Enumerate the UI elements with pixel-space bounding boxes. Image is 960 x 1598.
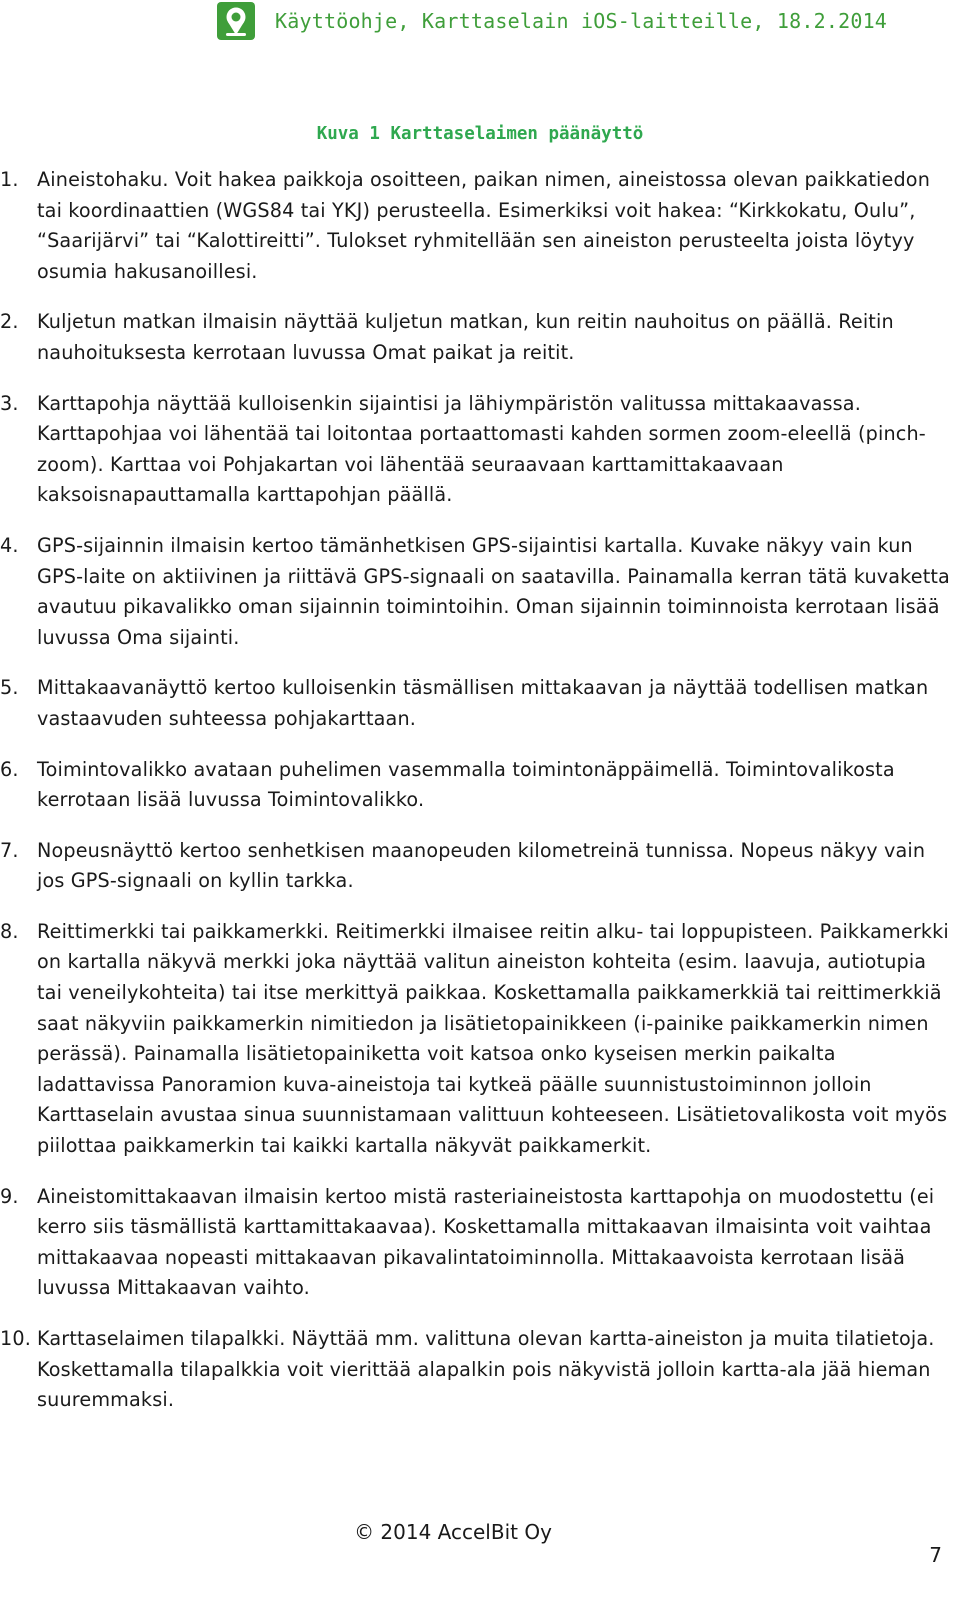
list-item-text: Reittimerkki tai paikkamerkki. Reitimerkki ilmaisee reitin alku- tai loppupisteen. Paikkamerkki on kartalla näkyvä merkki joka näyttää valitun aineiston kohteita (esim. laavuja, autiotupia tai veneilykohteita) tai itse merkittyä paikkaa. Koskettamalla paikkamerkkiä tai reittimerkkiä saat näkyviin paikkamerkin nimitiedon ja lisätietopainikkeen (i-painike paikkamerkin nimen perässä). Painamalla lisätietopainiketta voit katsoa onko kyseisen merkin paikalta ladattavissa Panoramion kuva-aineistoja tai kytkeä päälle suunnistustoiminnon jolloin Karttaselain avustaa sinua suunnistamaan valittuun kohteeseen. Lisätietovalikosta voit myös piilottaa paikkamerkin tai kaikki kartalla näkyvät paikkamerkit. [37, 919, 949, 1158]
list-item-text: GPS-sijainnin ilmaisin kertoo tämänhetkisen GPS-sijaintisi kartalla. Kuvake näkyy vain kun GPS-laite on aktiivinen ja riittävä GPS-signaali on saatavilla. Painamalla kerran tätä kuvaketta avautuu pikavalikko oman sijainnin toimintoihin. Oman sijainnin toiminnoista kerrotaan lisää luvussa Oma sijainti. [37, 533, 950, 649]
list-item [0, 165, 950, 287]
list-item-number: 9. [0, 1184, 19, 1208]
list-item-number: 2. [0, 310, 19, 334]
list-item [0, 307, 950, 368]
document-title: Käyttöohje, Karttaselain iOS-laitteille, 18.2.2014 [275, 9, 888, 33]
list-item-number: 8. [0, 919, 19, 943]
page-header [217, 2, 887, 40]
list-item-text: Toimintovalikko avataan puhelimen vasemmalla toimintonäppäimellä. Toimintovalikosta kerrotaan lisää luvussa Toimintovalikko. [37, 757, 895, 812]
page-number: 7 [929, 1543, 942, 1567]
copyright-footer: © 2014 AccelBit Oy [354, 1520, 552, 1544]
list-item-text: Aineistomittakaavan ilmaisin kertoo mistä rasteriaineistosta karttapohja on muodostettu (ei kerro siis täsmällistä karttamittakaavaa). Koskettamalla mittakaavan ilmaisinta voit vaihtaa mittakaavaa nopeasti mittakaavan pikavalintatoiminnolla. Mittakaavoista kerrotaan lisää luvussa Mittakaavan vaihto. [37, 1184, 935, 1300]
list-item [0, 389, 950, 511]
list-item-number: 10. [0, 1327, 31, 1350]
list-item-number: 3. [0, 391, 19, 415]
list-item-text: Kuljetun matkan ilmaisin näyttää kuljetun matkan, kun reitin nauhoitus on päällä. Reitin nauhoituksesta kerrotaan luvussa Omat paikat ja reitit. [37, 310, 894, 364]
list-item [0, 531, 950, 653]
list-item-text: Nopeusnäyttö kertoo senhetkisen maanopeuden kilometreinä tunnissa. Nopeus näkyy vain jos GPS-signaali on kyllin tarkka. [37, 838, 926, 893]
list-item-text: Karttaselaimen tilapalkki. Näyttää mm. valittuna olevan kartta-aineiston ja muita tilatietoja. Koskettamalla tilapalkkia voit vierittää alapalkin pois näkyvistä jolloin kartta-ala jää hieman suuremmaksi. [37, 1327, 935, 1412]
list-item [0, 836, 950, 897]
list-item-number: 6. [0, 757, 19, 781]
list-item-text: Karttapohja näyttää kulloisenkin sijaintisi ja lähiympäristön valitussa mittakaavassa. Karttapohjaa voi lähentää tai loitontaa portaattomasti kahden sormen zoom-eleellä (pinch-zoom). Karttaa voi Pohjakartan voi lähentää seuraavaan karttamittakaavaan kaksoisnapauttamalla karttapohjan päällä. [37, 391, 926, 507]
list-item-number: 1. [0, 168, 19, 191]
list-item-text: Mittakaavanäyttö kertoo kulloisenkin täsmällisen mittakaavan ja näyttää todellisen matkan vastaavuden suhteessa pohjakarttaan. [37, 676, 929, 730]
list-item [0, 673, 950, 734]
list-item-number: 7. [0, 838, 19, 862]
map-pin-icon [217, 2, 255, 40]
list-item [0, 755, 950, 816]
list-item [0, 1324, 950, 1416]
list-item-text: Aineistohaku. Voit hakea paikkoja osoitteen, paikan nimen, aineistossa olevan paikkatiedon tai koordinaattien (WGS84 tai YKJ) perusteella. Esimerkiksi voit hakea: “Kirkkokatu, Oulu”, “Saarijärvi” tai “Kalottireitti”. Tulokset ryhmitellään sen aineiston perusteelta joista löytyy osumia hakusanoillesi. [37, 168, 931, 283]
list-item-number: 5. [0, 676, 19, 700]
list-item [0, 1182, 950, 1304]
list-item-number: 4. [0, 533, 19, 557]
list-item [0, 917, 950, 1162]
numbered-list [0, 165, 950, 1436]
figure-caption: Kuva 1 Karttaselaimen päänäyttö [316, 124, 644, 144]
